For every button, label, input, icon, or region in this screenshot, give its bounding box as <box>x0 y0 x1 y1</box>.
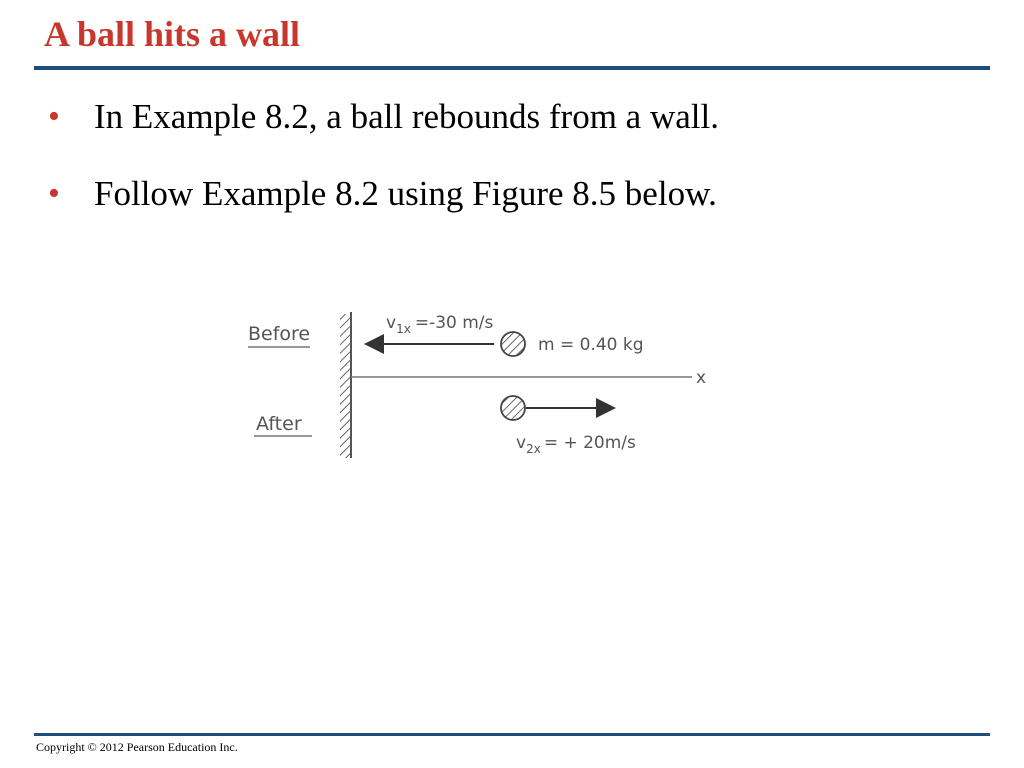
svg-text:v1x=-30 m/s <box>386 313 494 336</box>
v1-symbol: v <box>386 313 397 333</box>
bullet-list <box>48 92 719 246</box>
mass-label: m = 0.40 kg <box>538 335 644 355</box>
title-divider <box>34 66 990 70</box>
svg-text:v2x= + 20m/s <box>516 433 636 456</box>
v1-subscript: 1x <box>396 322 411 336</box>
bullet-dot-icon: • <box>48 175 60 212</box>
bullet-dot-icon: • <box>48 98 60 135</box>
bullet-item <box>48 92 719 142</box>
bullet-item <box>48 169 719 219</box>
v1-value: =-30 m/s <box>414 313 494 333</box>
ball-wall-figure <box>240 300 720 470</box>
slide-title: A ball hits a wall <box>44 14 301 54</box>
bullet-text: Follow Example 8.2 using Figure 8.5 below. <box>94 174 717 213</box>
v2-value: = + 20m/s <box>543 433 636 453</box>
v2-symbol: v <box>516 433 527 453</box>
copyright-text: Copyright © 2012 Pearson Education Inc. <box>36 740 238 754</box>
bullet-text: In Example 8.2, a ball rebounds from a wall. <box>94 97 719 136</box>
ball-after <box>501 396 525 420</box>
figure-canvas <box>240 300 720 470</box>
after-label: After <box>256 413 302 435</box>
footer-divider <box>34 733 990 736</box>
v2-subscript: 2x <box>526 442 541 456</box>
wall-hatching <box>340 314 350 458</box>
x-axis-label: x <box>696 368 707 388</box>
before-label: Before <box>248 323 311 345</box>
ball-before <box>501 332 525 356</box>
